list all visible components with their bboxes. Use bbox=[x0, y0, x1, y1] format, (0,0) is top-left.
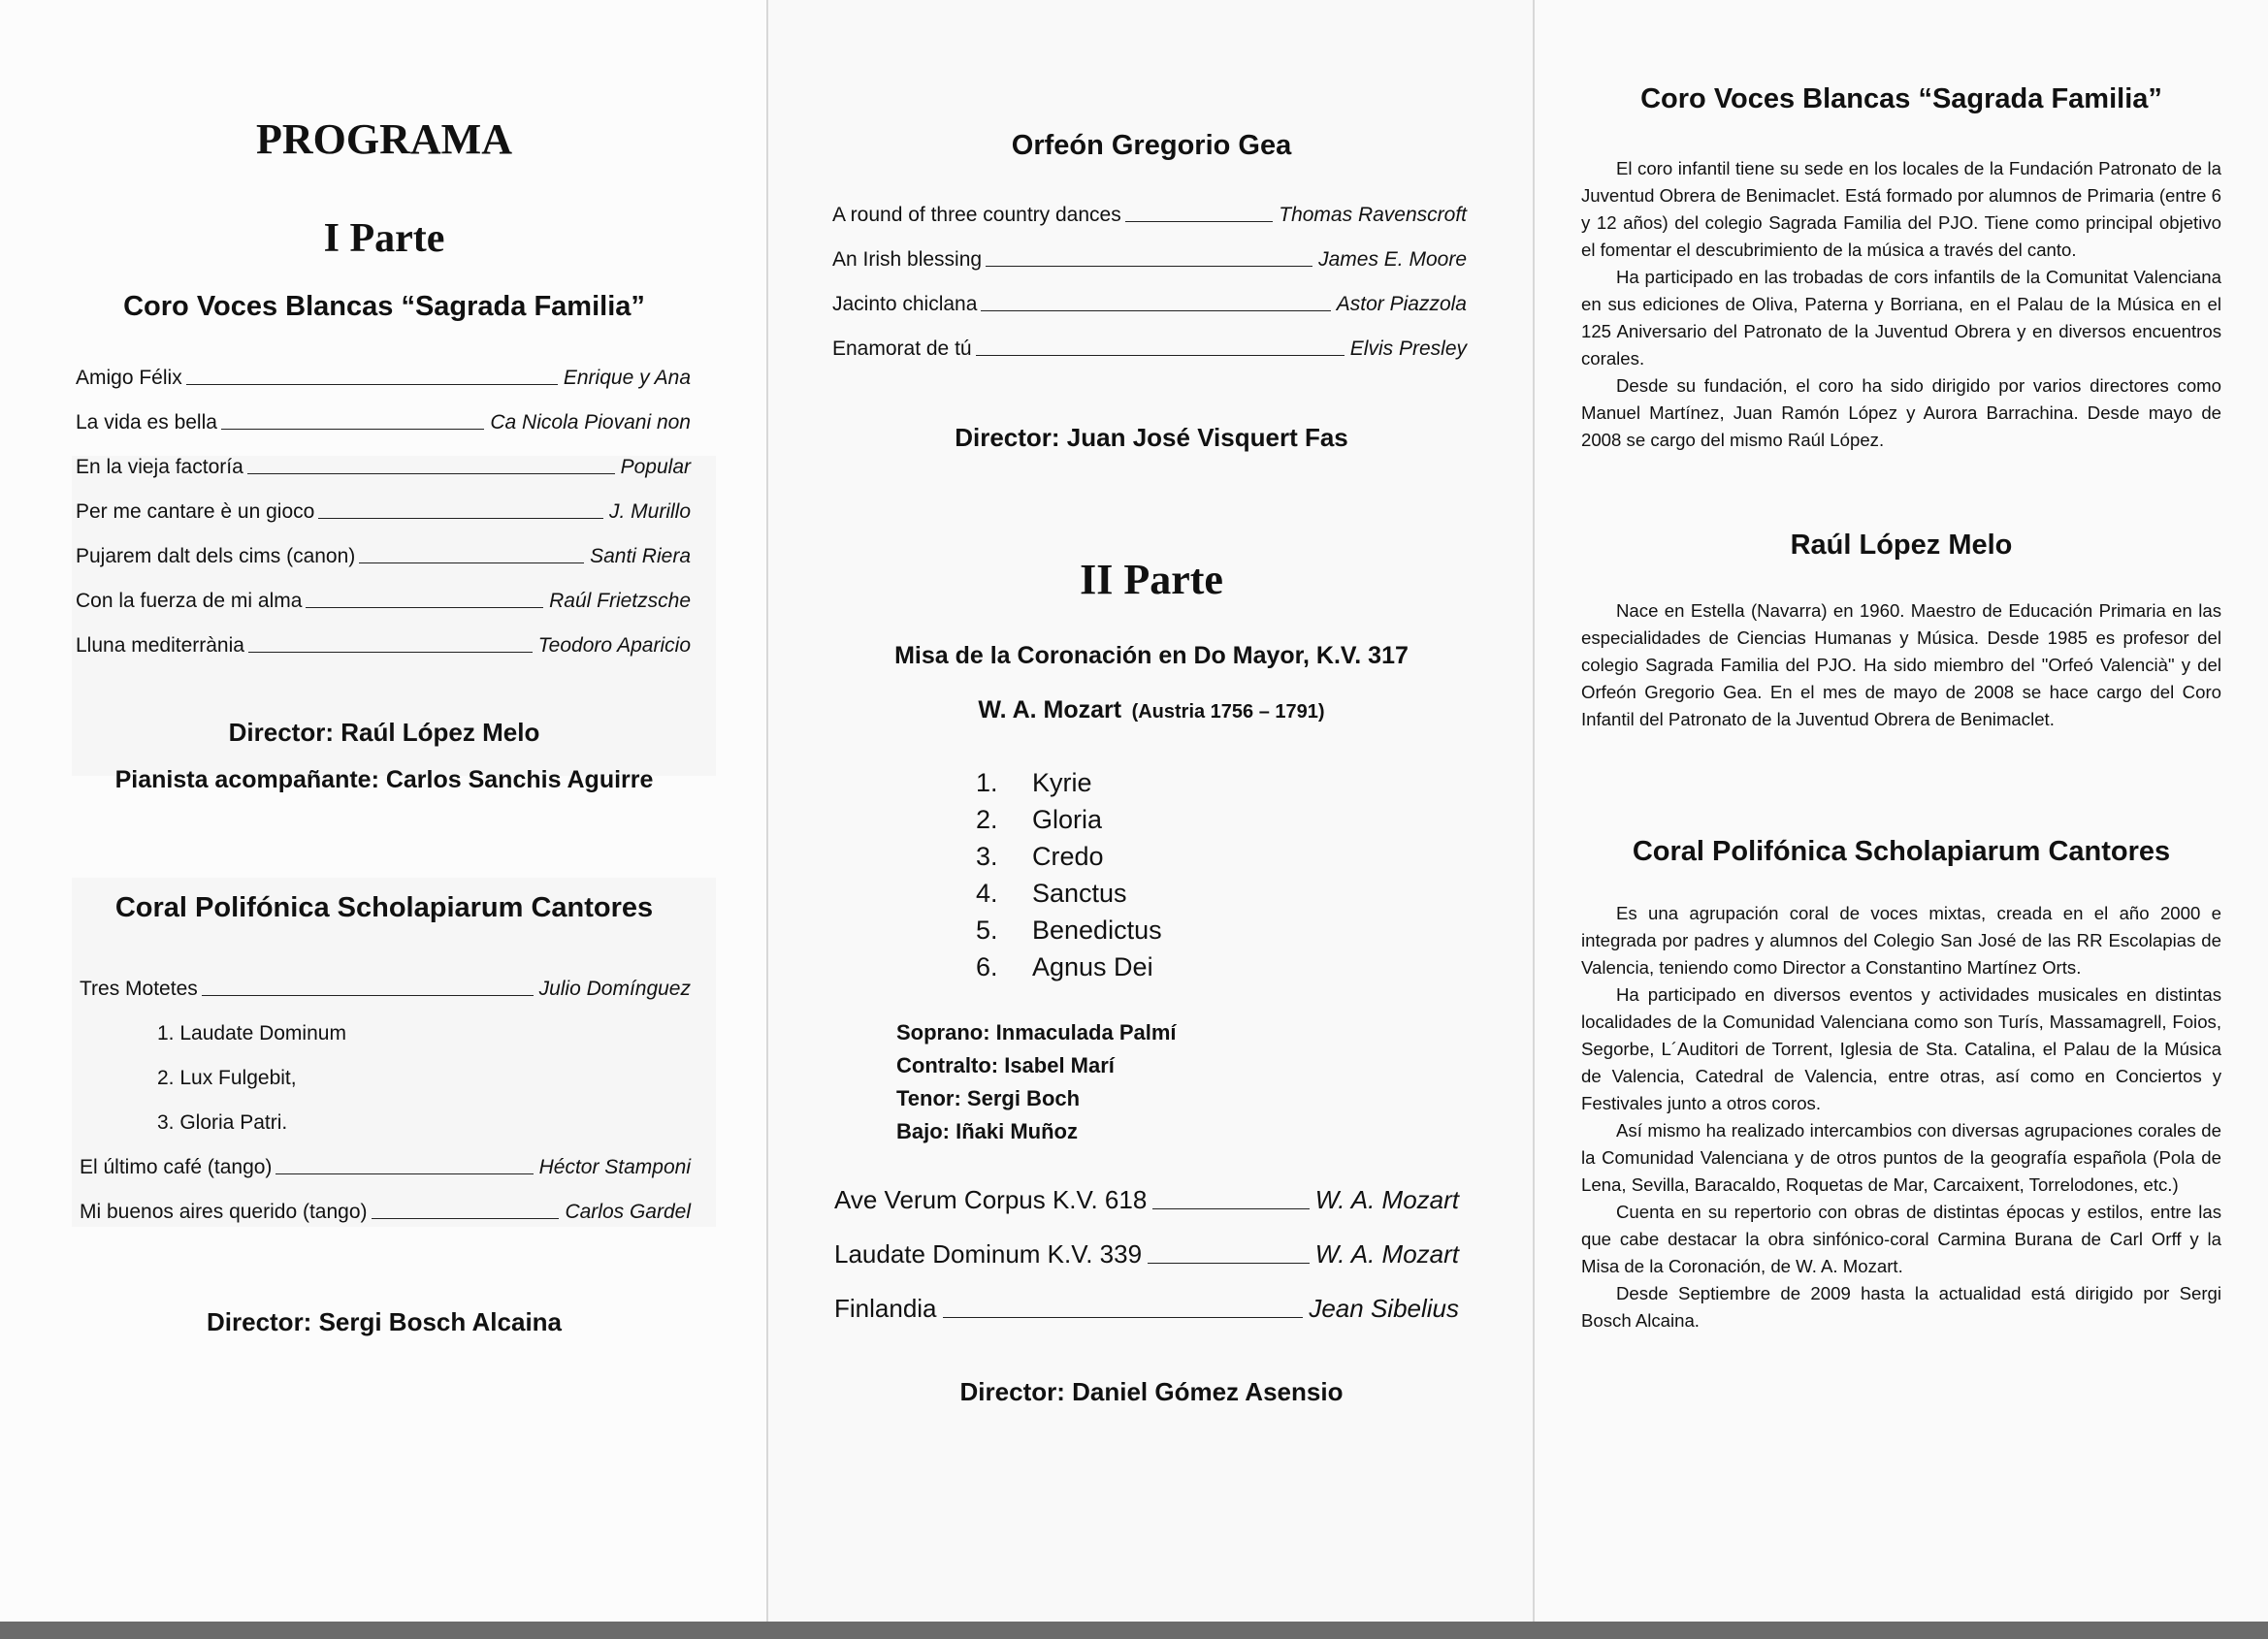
panel-programa bbox=[0, 0, 768, 1639]
leader-line bbox=[981, 310, 1330, 311]
piece-row bbox=[834, 1185, 1459, 1215]
piece-row bbox=[832, 337, 1467, 361]
piece-title: La vida es bella bbox=[76, 411, 217, 434]
pianist-line: Pianista acompañante: Carlos Sanchis Aguirre bbox=[114, 766, 654, 793]
movement-item bbox=[976, 768, 1092, 798]
piece-title: Enamorat de tú bbox=[832, 337, 972, 360]
piece-author: Julio Domínguez bbox=[538, 978, 691, 1000]
soloist-line: Bajo: Iñaki Muñoz bbox=[896, 1119, 1078, 1143]
leader-line bbox=[186, 384, 558, 385]
movement-item bbox=[976, 916, 1162, 946]
piece-author: Héctor Stamponi bbox=[538, 1156, 691, 1178]
choir-heading: Orfeón Gregorio Gea bbox=[1011, 130, 1292, 161]
movement-name: Benedictus bbox=[1032, 916, 1162, 945]
piece-author: Astor Piazzola bbox=[1336, 293, 1467, 315]
piece-row bbox=[76, 500, 691, 524]
movement-item bbox=[976, 879, 1127, 909]
part-heading: I Parte bbox=[323, 216, 445, 261]
piece-title: Lluna mediterrània bbox=[76, 634, 244, 657]
choir-heading: Coro Voces Blancas “Sagrada Familia” bbox=[123, 291, 645, 322]
page-title: PROGRAMA bbox=[256, 115, 512, 163]
piece-title: Jacinto chiclana bbox=[832, 293, 978, 315]
movement-item bbox=[976, 952, 1153, 982]
panel-biographies bbox=[1535, 0, 2268, 1639]
piece-author: Jean Sibelius bbox=[1309, 1294, 1459, 1323]
motete-item: 3. Gloria Patri. bbox=[157, 1111, 288, 1134]
movement-name: Kyrie bbox=[1032, 768, 1092, 797]
piece-row bbox=[80, 1156, 691, 1179]
piece-row bbox=[76, 367, 691, 390]
piece-author: Popular bbox=[620, 456, 691, 478]
mass-composer-line bbox=[768, 696, 1535, 724]
movement-item bbox=[976, 805, 1102, 835]
piece-title: Finlandia bbox=[834, 1294, 937, 1323]
soloist-line: Soprano: Inmaculada Palmí bbox=[896, 1020, 1177, 1044]
leader-line bbox=[306, 607, 543, 608]
piece-author: J. Murillo bbox=[608, 500, 691, 523]
leader-line bbox=[943, 1317, 1304, 1318]
piece-row bbox=[832, 293, 1467, 316]
leader-line bbox=[372, 1218, 560, 1219]
piece-row bbox=[80, 978, 691, 1001]
choir-heading: Coral Polifónica Scholapiarum Cantores bbox=[114, 892, 654, 923]
scan-edge bbox=[0, 1622, 2268, 1639]
paragraph: El coro infantil tiene su sede en los locales de la Fundación Patronato de la Juventud Obrera de Benimaclet. Está formado por alumnos de Primaria (entre 6 y 12 años) del colegio Sagrada Familia del PJO. Tiene como principal objetivo el fomentar el descubrimiento de la música a través del canto. bbox=[1581, 158, 2221, 260]
leader-line bbox=[221, 429, 484, 430]
paragraph: Así mismo ha realizado intercambios con diversas agrupaciones corales de la Comunidad Valenciana y de otros puntos de la geografía española (Pola de Lena, Sevilla, Baracaldo, Roquetas de Mar, Carcaixent, Torrelodones, etc.) bbox=[1581, 1120, 2221, 1195]
leader-line bbox=[247, 473, 615, 474]
piece-title: An Irish blessing bbox=[832, 248, 983, 271]
director-line: Director: Juan José Visquert Fas bbox=[955, 423, 1348, 452]
piece-author: James E. Moore bbox=[1318, 248, 1467, 271]
movement-name: Credo bbox=[1032, 842, 1104, 871]
piece-author: Elvis Presley bbox=[1349, 337, 1467, 360]
piece-title: Laudate Dominum K.V. 339 bbox=[834, 1239, 1143, 1269]
director-line: Director: Raúl López Melo bbox=[228, 718, 540, 747]
leader-line bbox=[976, 355, 1345, 356]
section-heading: Coro Voces Blancas “Sagrada Familia” bbox=[1640, 83, 2162, 114]
mass-composer-dates: (Austria 1756 – 1791) bbox=[1131, 701, 1325, 723]
leader-line bbox=[1148, 1263, 1310, 1264]
piece-author: Raúl Frietzsche bbox=[549, 590, 691, 612]
piece-row bbox=[834, 1294, 1459, 1324]
paragraph: Ha participado en diversos eventos y actividades musicales en distintas localidades de la Comunidad Valenciana como son Turís, Massamagrell, Foios, Segorbe, L´Auditori de Torrent, Iglesia de Sta. Catalina, el Palau de la Música de Valencia, Catedral de Valencia, entre otras, así como en Conciertos y Festivales junto a otros coros. bbox=[1581, 984, 2221, 1113]
piece-title: Ave Verum Corpus K.V. 618 bbox=[834, 1185, 1148, 1214]
piece-title: Con la fuerza de mi alma bbox=[76, 590, 303, 612]
section-heading: Coral Polifónica Scholapiarum Cantores bbox=[1632, 836, 2171, 867]
mass-title: Misa de la Coronación en Do Mayor, K.V. 317 bbox=[894, 642, 1409, 669]
piece-title: Per me cantare è un gioco bbox=[76, 500, 315, 523]
piece-author: Santi Riera bbox=[590, 545, 691, 567]
director-line: Director: Daniel Gómez Asensio bbox=[959, 1377, 1344, 1406]
paragraph: Es una agrupación coral de voces mixtas, creada en el año 2000 e integrada por padres y alumnos del Colegio San José de las RR Escolapias de Valencia, teniendo como Director a Constantino Martínez Orts. bbox=[1581, 903, 2221, 978]
paragraph: Desde su fundación, el coro ha sido dirigido por varios directores como Manuel Martínez, Juan Ramón López y Aurora Barrachina. Desde mayo de 2008 se cargo del mismo Raúl López. bbox=[1581, 375, 2221, 450]
piece-title: Mi buenos aires querido (tango) bbox=[80, 1201, 368, 1223]
movement-name: Agnus Dei bbox=[1032, 952, 1153, 981]
movement-number: 4. bbox=[976, 879, 998, 908]
piece-row bbox=[832, 248, 1467, 272]
piece-author: W. A. Mozart bbox=[1314, 1239, 1459, 1269]
soloist-line: Contralto: Isabel Marí bbox=[896, 1053, 1115, 1077]
paragraph: Cuenta en su repertorio con obras de distintas épocas y estilos, entre las que cabe destacar la obra sinfónico-coral Carmina Burana de Carl Orff y la Misa de la Coronación, de W. A. Mozart. bbox=[1581, 1202, 2221, 1276]
piece-title: Amigo Félix bbox=[76, 367, 182, 389]
director-line: Director: Sergi Bosch Alcaina bbox=[206, 1307, 563, 1336]
leader-line bbox=[248, 652, 533, 653]
piece-row bbox=[76, 545, 691, 568]
piece-title: El último café (tango) bbox=[80, 1156, 273, 1178]
piece-author: Teodoro Aparicio bbox=[537, 634, 691, 657]
movement-number: 1. bbox=[976, 768, 998, 797]
piece-author: Thomas Ravenscroft bbox=[1279, 204, 1467, 226]
mass-composer: W. A. Mozart bbox=[978, 696, 1122, 723]
piece-row bbox=[76, 590, 691, 613]
leader-line bbox=[1125, 221, 1274, 222]
movement-item bbox=[976, 842, 1104, 872]
leader-line bbox=[318, 518, 603, 519]
piece-row bbox=[76, 634, 691, 658]
motete-item: 1. Laudate Dominum bbox=[157, 1022, 346, 1044]
leader-line bbox=[986, 266, 1312, 267]
piece-row bbox=[80, 1201, 691, 1224]
motete-item: 2. Lux Fulgebit, bbox=[157, 1067, 297, 1089]
piece-row bbox=[832, 204, 1467, 227]
soloist-line: Tenor: Sergi Boch bbox=[896, 1086, 1081, 1110]
movement-number: 6. bbox=[976, 952, 998, 981]
movement-number: 5. bbox=[976, 916, 998, 945]
paragraph: Desde Septiembre de 2009 hasta la actualidad está dirigido por Sergi Bosch Alcaina. bbox=[1581, 1283, 2221, 1331]
piece-row bbox=[834, 1239, 1459, 1269]
part-heading: II Parte bbox=[1080, 556, 1223, 603]
leader-line bbox=[275, 1173, 533, 1174]
paragraph: Nace en Estella (Navarra) en 1960. Maestro de Educación Primaria en las especialidades de Ciencias Humanas y Música. Desde 1985 es profesor del colegio Sagrada Familia del PJO. Ha sido miembro del "Orfeó Valencià" y del Orfeón Gregorio Gea. En el mes de mayo de 2008 se hace cargo del Coro Infantil del Patronato de la Juventud Obrera de Benimaclet. bbox=[1581, 600, 2221, 729]
piece-author: Ca Nicola Piovani non bbox=[490, 411, 691, 434]
piece-title: Pujarem dalt dels cims (canon) bbox=[76, 545, 356, 567]
movement-name: Gloria bbox=[1032, 805, 1103, 834]
piece-author: Carlos Gardel bbox=[565, 1201, 691, 1223]
movement-number: 3. bbox=[976, 842, 998, 871]
paragraph: Ha participado en las trobadas de cors infantils de la Comunitat Valenciana en sus ediciones de Oliva, Paterna y Borriana, en el Palau de la Música en el 125 Aniversario del Patronato de la Juventud Obrera y en diversos encuentros corales. bbox=[1581, 267, 2221, 369]
piece-title: Tres Motetes bbox=[80, 978, 198, 1000]
piece-row bbox=[76, 456, 691, 479]
piece-title: A round of three country dances bbox=[832, 204, 1121, 226]
piece-author: W. A. Mozart bbox=[1314, 1185, 1459, 1214]
piece-title: En la vieja factoría bbox=[76, 456, 243, 478]
movement-name: Sanctus bbox=[1032, 879, 1127, 908]
section-body bbox=[1581, 597, 2221, 733]
panel-parte-2 bbox=[768, 0, 1535, 1639]
section-body bbox=[1581, 900, 2221, 1334]
leader-line bbox=[1152, 1208, 1309, 1209]
section-heading: Raúl López Melo bbox=[1790, 530, 2013, 561]
piece-row bbox=[76, 411, 691, 434]
piece-author: Enrique y Ana bbox=[563, 367, 691, 389]
movement-number: 2. bbox=[976, 805, 998, 834]
leader-line bbox=[202, 995, 534, 996]
leader-line bbox=[359, 562, 584, 563]
section-body bbox=[1581, 155, 2221, 454]
